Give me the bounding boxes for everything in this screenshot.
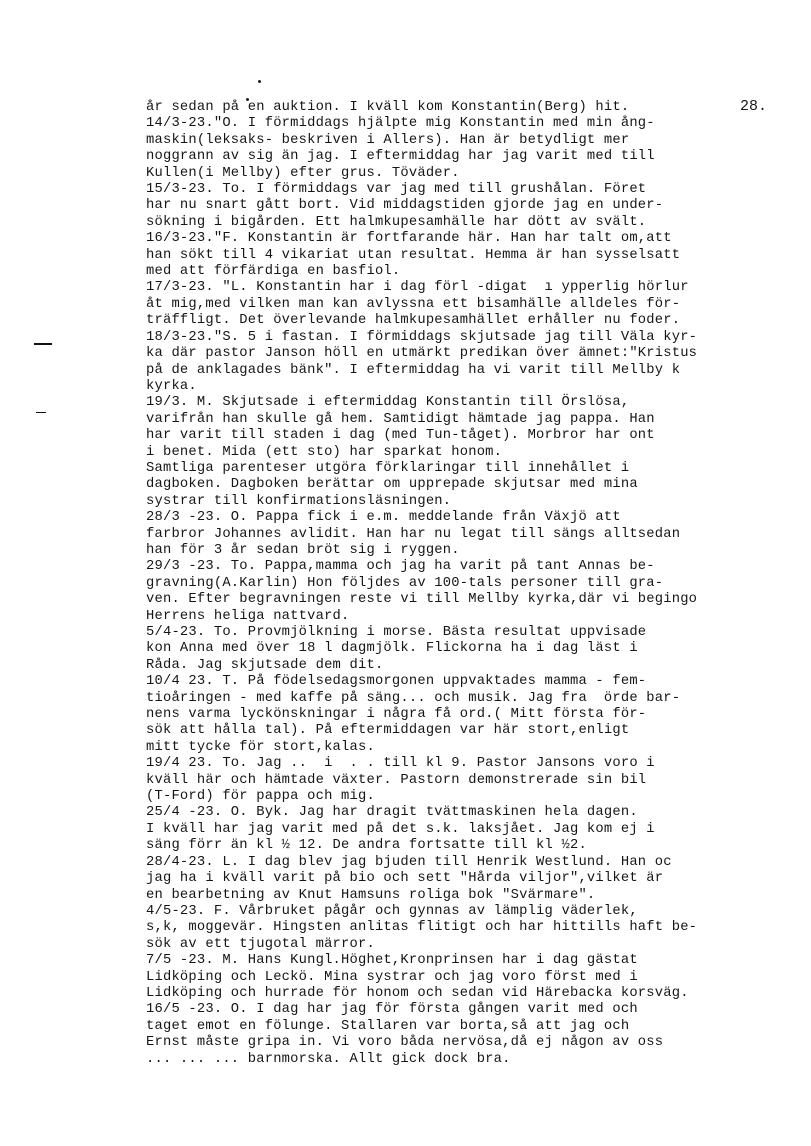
text-line: 5/4-23. To. Provmjölkning i morse. Bästa resultat uppvisade: [146, 625, 647, 640]
text-line: Ernst måste gripa in. Vi voro båda nervösa,då ej någon av oss: [146, 1035, 664, 1051]
text-line: med att förfärdiga en basfiol.: [146, 264, 401, 280]
margin-mark: [36, 412, 46, 413]
text-line: har nu snart gått bort. Vid middagstiden gjorde jag en under-: [146, 198, 664, 214]
text-line: sökning i bigården. Ett halmkupesamhälle har dött av svält.: [146, 214, 647, 230]
text-line: åt mig,med vilken man kan avlyssna ett bisamhälle alldeles för-: [146, 296, 681, 312]
text-line: dagboken. Dagboken berättar om upprepade skjutsar med mina: [146, 477, 638, 493]
text-line: maskin(leksaks- beskriven i Allers). Han är betydligt mer: [146, 132, 630, 148]
text-line: sök att hålla tal). På eftermiddagen var här stort,enligt: [146, 723, 630, 739]
margin-mark: [34, 343, 52, 345]
text-line: 19/4 23. To. Jag .. i . . till kl 9. Pastor Jansons voro i: [146, 756, 655, 772]
text-line: 15/3-23. To. I förmiddags var jag med till grushålan. Föret: [146, 182, 647, 198]
text-line: säng förr än kl ½ 12. De andra fortsatte till kl ½2.: [146, 838, 587, 854]
text-line: mitt tycke för stort,kalas.: [146, 739, 375, 755]
text-line: på de anklagades bänk". I eftermiddag ha vi varit till Mellby k: [146, 362, 681, 378]
text-line: i benet. Mida (ett sto) har sparkat honom.: [146, 444, 503, 460]
text-line: 14/3-23."O. I förmiddags hjälpte mig Konstantin med min ång-: [146, 116, 655, 132]
text-line: 29/3 -23. To. Pappa,mamma och jag ha varit på tant Annas be-: [146, 559, 655, 575]
text-line: han för 3 år sedan bröt sig i ryggen.: [146, 542, 460, 558]
text-line: I kväll har jag varit med på det s.k. laksjået. Jag kom ej i: [146, 821, 655, 837]
text-line: gravning(A.Karlin) Hon följdes av 100-tals personer till gra-: [146, 575, 664, 591]
text-line: ven. Efter begravningen reste vi till Mellby kyrka,där vi begingo: [146, 592, 698, 608]
text-line: kväll här och hämtade växter. Pastorn demonstrerade sin bil: [146, 772, 647, 788]
text-line: varifrån han skulle gå hem. Samtidigt hämtade jag pappa. Han: [146, 411, 655, 427]
text-line: nens varma lyckönskningar i några få ord.( Mitt första för-: [146, 707, 647, 723]
text-line: 28/3 -23. O. Pappa fick i e.m. meddelande från Växjö att: [146, 510, 621, 526]
text-line: 16/5 -23. O. I dag har jag för första gången varit med och: [146, 1002, 638, 1018]
page-number: 28.: [740, 98, 768, 115]
text-line: taget emot en fölunge. Stallaren var borta,så att jag och: [146, 1018, 630, 1034]
ink-dot: [258, 80, 261, 83]
text-line: Råda. Jag skjutsade dem dit.: [146, 657, 384, 673]
text-line: sök av ett tjugotal märror.: [146, 936, 375, 952]
text-line: tioåringen - med kaffe på säng... och musik. Jag fra örde bar-: [146, 690, 681, 706]
text-line: 25/4 -23. O. Byk. Jag har dragit tvättmaskinen hela dagen.: [146, 805, 638, 821]
text-line: Herrens heliga nattvard.: [146, 608, 350, 624]
text-line: 4/5-23. F. Vårbruket pågår och gynnas av lämplig väderlek,: [146, 903, 638, 919]
text-line: Lidköping och Leckö. Mina systrar och jag voro först med i: [146, 969, 638, 985]
text-line: kyrka.: [146, 378, 197, 394]
text-line: ka där pastor Janson höll en utmärkt predikan över ämnet:"Kristus: [146, 346, 698, 362]
text-line: har varit till staden i dag (med Tun-tåget). Morbror har ont: [146, 428, 655, 444]
text-line: Kullen(i Mellby) efter grus. Töväder.: [146, 165, 460, 181]
text-line: farbror Johannes avlidit. Han har nu legat till sängs alltsedan: [146, 526, 681, 542]
text-line: träffligt. Det överlevande halmkupesamhället erhåller nu foder.: [146, 313, 681, 329]
text-line: kon Anna med över 18 l dagmjölk. Flickorna ha i dag läst i: [146, 641, 638, 657]
text-line: 28/4-23. L. I dag blev jag bjuden till Henrik Westlund. Han oc: [146, 854, 672, 870]
text-line: noggrann av sig än jag. I eftermiddag har jag varit med till: [146, 149, 655, 165]
text-line: 10/4 23. T. På födelsedagsmorgonen uppvaktades mamma - fem-: [146, 674, 647, 690]
text-line: jag ha i kväll varit på bio och sett "Hårda viljor",vilket är: [146, 871, 664, 887]
text-line: år sedan på en auktion. I kväll kom Konstantin(Berg) hit.: [146, 100, 630, 115]
text-line: systrar till konfirmationsläsningen.: [146, 493, 452, 509]
text-line: Samtliga parenteser utgöra förklaringar till innehållet i: [146, 460, 630, 476]
diary-text: [146, 100, 791, 1068]
text-line: ... ... ... barnmorska. Allt gick dock bra.: [146, 1051, 511, 1067]
text-line: en bearbetning av Knut Hamsuns roliga bok "Svärmare".: [146, 887, 596, 903]
text-line: Lidköping och hurrade för honom och sedan vid Härebacka korsväg.: [146, 985, 689, 1001]
text-line: 17/3-23. "L. Konstantin har i dag förl -digat ı ypperlig hörlur: [146, 280, 689, 296]
text-line: s,k, moggevär. Hingsten anlitas flitigt och har hittills haft be-: [146, 920, 698, 936]
text-line: 16/3-23."F. Konstantin är fortfarande här. Han har talt om,att: [146, 231, 672, 247]
text-line: 18/3-23."S. 5 i fastan. I förmiddags skjutsade jag till Väla kyr-: [146, 329, 698, 345]
text-line: 19/3. M. Skjutsade i eftermiddag Konstantin till Örslösa,: [146, 395, 630, 411]
text-line: (T-Ford) för pappa och mig.: [146, 789, 375, 805]
text-line: han sökt till 4 vikariat utan resultat. Hemma är han sysselsatt: [146, 247, 681, 263]
text-line: 7/5 -23. M. Hans Kungl.Höghet,Kronprinsen har i dag gästat: [146, 953, 638, 969]
